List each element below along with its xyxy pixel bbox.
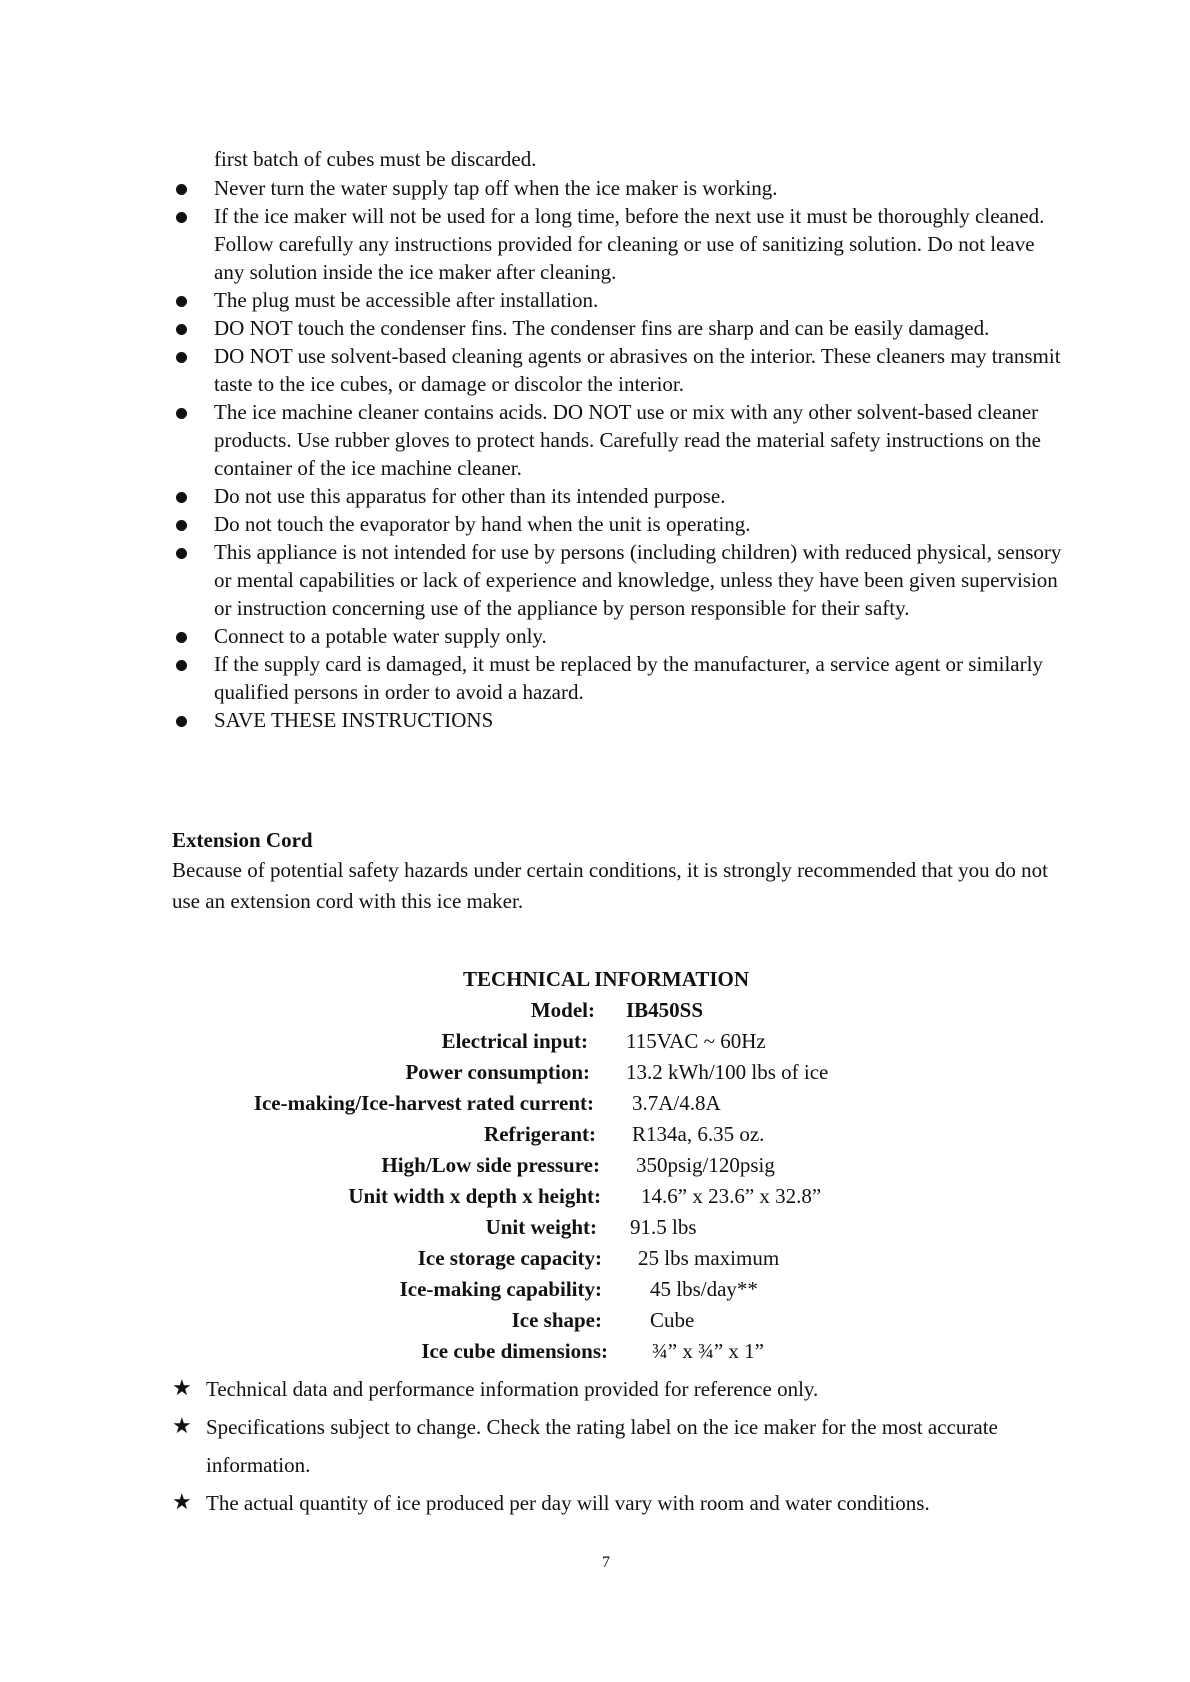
spec-row (0, 1119, 1190, 1150)
spec-value: Cube (650, 1308, 695, 1332)
bullet-text: If the ice maker will not be used for a long time, before the next use it must be thoroughly cleaned. Follow carefully any instructions provided for cleaning or use of sanitizing solution. Do not leave any solution inside the ice maker after cleaning. (214, 204, 1045, 284)
bullet-text: This appliance is not intended for use by persons (including children) with reduced physical, sensory or mental capabilities or lack of experience and knowledge, unless they have been given supervision or instruction concerning use of the appliance by person responsible for their safty. (214, 540, 1062, 620)
bullet-text: Never turn the water supply tap off when the ice maker is working. (214, 176, 778, 200)
bullet-text: DO NOT touch the condenser fins. The condenser fins are sharp and can be easily damaged. (214, 316, 990, 340)
bullet-dot-icon (176, 352, 187, 363)
list-item (172, 1408, 1072, 1484)
spec-value: 45 lbs/day** (650, 1277, 758, 1301)
bullet-text: Do not use this apparatus for other than its intended purpose. (214, 484, 726, 508)
spec-value: 14.6” x 23.6” x 32.8” (641, 1184, 822, 1208)
spec-row (0, 1336, 1190, 1367)
bullet-text: SAVE THESE INSTRUCTIONS (214, 708, 494, 732)
spec-row (0, 1181, 1190, 1212)
spec-row (0, 995, 1190, 1026)
spec-value: ¾” x ¾” x 1” (652, 1339, 764, 1363)
bullet-dot-icon (176, 184, 187, 195)
list-item (170, 202, 1070, 286)
spec-value: 13.2 kWh/100 lbs of ice (626, 1060, 829, 1084)
spec-row (0, 1274, 1190, 1305)
spec-row (0, 1212, 1190, 1243)
page-number: 7 (602, 1554, 610, 1571)
spec-value: 3.7A/4.8A (632, 1091, 721, 1115)
bullet-dot-icon (176, 660, 187, 671)
bullet-text: The ice machine cleaner contains acids. DO NOT use or mix with any other solvent-based cleaner products. Use rubber gloves to protect hands. Carefully read the material safety instructions on the container of the ice machine cleaner. (214, 400, 1041, 480)
bullet-dot-icon (176, 408, 187, 419)
bullet-dot-icon (176, 212, 187, 223)
note-text: Specifications subject to change. Check the rating label on the ice maker for the most accurate information. (206, 1415, 998, 1477)
spec-value: IB450SS (626, 998, 704, 1022)
bullet-text: Connect to a potable water supply only. (214, 624, 547, 648)
list-item (170, 314, 1070, 342)
spec-label: Electrical input: (441, 1029, 588, 1053)
spec-label: Ice shape: (511, 1308, 602, 1332)
bullet-dot-icon (176, 632, 187, 643)
list-item (170, 482, 1070, 510)
note-text: The actual quantity of ice produced per day will vary with room and water conditions. (206, 1491, 930, 1515)
continuation-text: first batch of cubes must be discarded. (214, 147, 537, 171)
safety-bullet-list (170, 174, 1070, 734)
list-item (170, 398, 1070, 482)
bullet-dot-icon (176, 296, 187, 307)
list-item (170, 174, 1070, 202)
spec-value: R134a, 6.35 oz. (632, 1122, 765, 1146)
list-item (170, 706, 1070, 734)
spec-row (0, 1026, 1190, 1057)
extension-cord-heading: Extension Cord (172, 828, 313, 852)
star-icon: ★ (172, 1414, 192, 1439)
bullet-text: If the supply card is damaged, it must be replaced by the manufacturer, a service agent or similarly qualified persons in order to avoid a hazard. (214, 652, 1043, 704)
spec-label: Model: (530, 998, 595, 1022)
spec-label: Ice cube dimensions: (421, 1339, 608, 1363)
spec-value: 115VAC ~ 60Hz (626, 1029, 766, 1053)
spec-value: 25 lbs maximum (638, 1246, 780, 1270)
spec-label: High/Low side pressure: (381, 1153, 600, 1177)
star-icon: ★ (172, 1490, 192, 1515)
list-item (170, 650, 1070, 706)
bullet-text: The plug must be accessible after installation. (214, 288, 599, 312)
spec-row (0, 1243, 1190, 1274)
spec-label: Ice-making capability: (399, 1277, 602, 1301)
list-item (170, 538, 1070, 622)
bullet-dot-icon (176, 492, 187, 503)
bullet-text: Do not touch the evaporator by hand when the unit is operating. (214, 512, 751, 536)
spec-label: Power consumption: (405, 1060, 590, 1084)
list-item (170, 510, 1070, 538)
bullet-dot-icon (176, 324, 187, 335)
list-item (170, 342, 1070, 398)
bullet-dot-icon (176, 520, 187, 531)
list-item (172, 1370, 1072, 1408)
spec-label: Unit width x depth x height: (348, 1184, 601, 1208)
spec-label: Refrigerant: (484, 1122, 596, 1146)
spec-row (0, 1088, 1190, 1119)
star-icon: ★ (172, 1376, 192, 1401)
list-item (172, 1484, 1072, 1522)
list-item (170, 622, 1070, 650)
list-item (170, 286, 1070, 314)
spec-label: Ice storage capacity: (417, 1246, 602, 1270)
spec-row (0, 1057, 1190, 1088)
spec-row (0, 1305, 1190, 1336)
technical-notes-list (172, 1370, 1072, 1522)
extension-cord-body: Because of potential safety hazards under certain conditions, it is strongly recommended that you do not use an extension cord with this ice maker. (172, 858, 1048, 913)
note-text: Technical data and performance information provided for reference only. (206, 1377, 819, 1401)
spec-value: 91.5 lbs (630, 1215, 697, 1239)
spec-label: Ice-making/Ice-harvest rated current: (253, 1091, 594, 1115)
bullet-dot-icon (176, 548, 187, 559)
bullet-dot-icon (176, 716, 187, 727)
bullet-text: DO NOT use solvent-based cleaning agents or abrasives on the interior. These cleaners may transmit taste to the ice cubes, or damage or discolor the interior. (214, 344, 1061, 396)
technical-information-title: TECHNICAL INFORMATION (462, 967, 750, 991)
spec-row (0, 1150, 1190, 1181)
spec-label: Unit weight: (485, 1215, 597, 1239)
spec-value: 350psig/120psig (636, 1153, 775, 1177)
